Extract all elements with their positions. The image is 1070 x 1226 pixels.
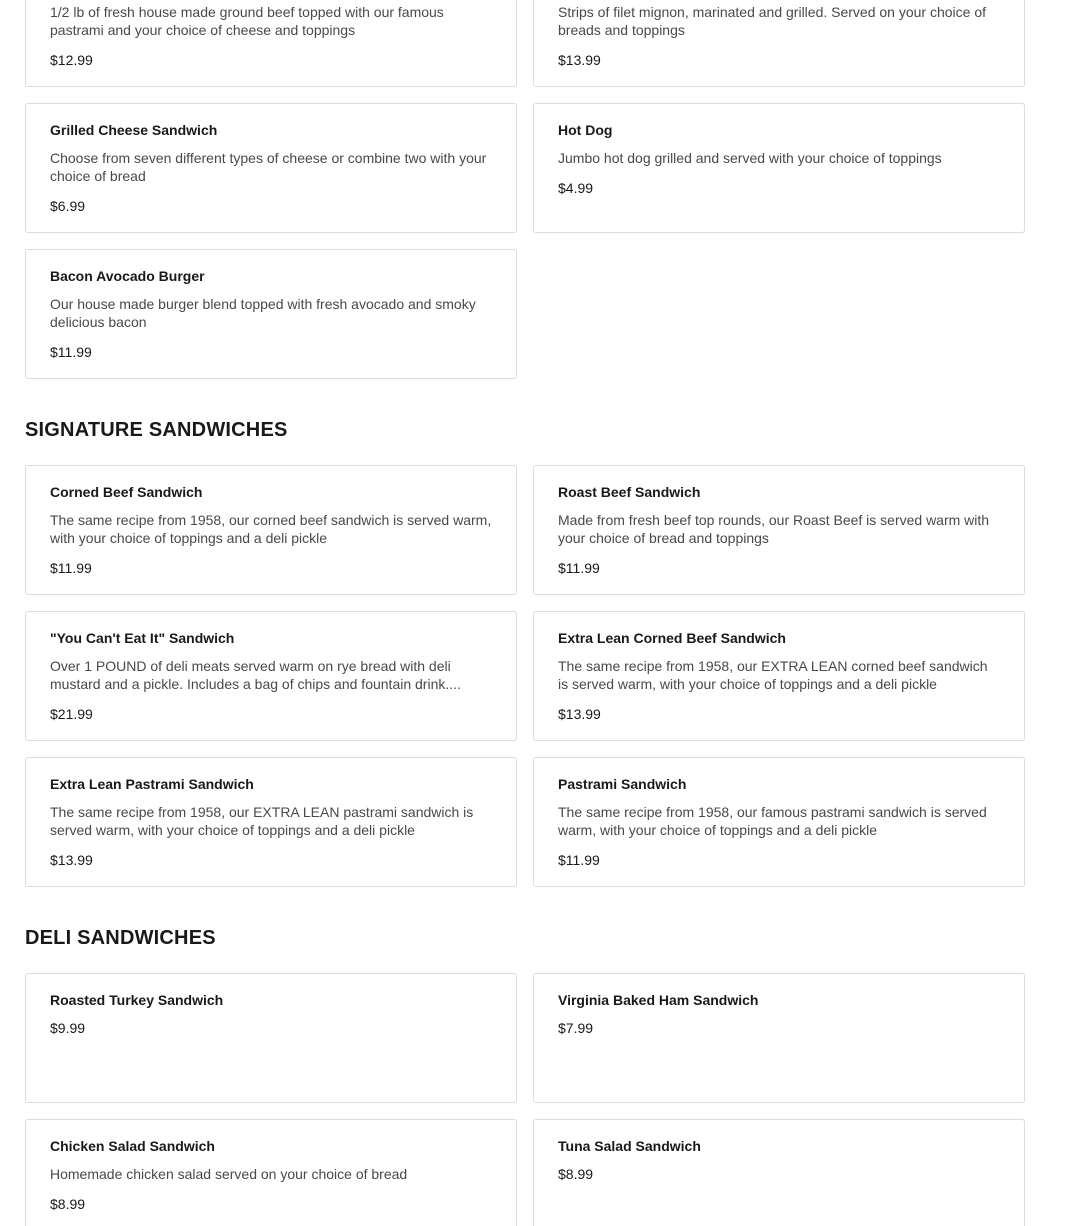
menu-item-name: Bacon Avocado Burger [50, 268, 205, 284]
menu-item-card[interactable] [25, 757, 517, 887]
menu-item-description: Jumbo hot dog grilled and served with your choice of toppings [558, 150, 942, 166]
menu-item-description: Made from fresh beef top rounds, our Roast Beef is served warm with your choice of bread and toppings [558, 512, 990, 546]
menu-item-name: Grilled Cheese Sandwich [50, 122, 218, 138]
menu-item-card[interactable] [25, 1119, 517, 1226]
menu-item-price: $9.99 [50, 1020, 86, 1036]
menu-item-description: The same recipe from 1958, our corned beef sandwich is served warm, with your choice of toppings and a deli pickle [50, 512, 492, 546]
menu-item-price: $6.99 [50, 198, 86, 214]
menu-item-card[interactable] [533, 1119, 1025, 1226]
menu-item-price: $4.99 [558, 180, 594, 196]
menu-item-description: 1/2 lb of fresh house made ground beef topped with our famous pastrami and your choice of cheese and toppings [50, 4, 444, 38]
menu-item-name: "You Can't Eat It" Sandwich [50, 630, 235, 646]
menu-item-card[interactable] [25, 611, 517, 741]
menu-item-description: Our house made burger blend topped with fresh avocado and smoky delicious bacon [50, 296, 476, 330]
menu-item-card[interactable] [533, 611, 1025, 741]
menu-item-price: $11.99 [558, 560, 600, 576]
menu-item-price: $11.99 [50, 344, 92, 360]
menu-item-description: Over 1 POUND of deli meats served warm on rye bread with deli mustard and a pickle. Includes a bag of chips and fountain drink.... [50, 658, 461, 692]
menu-item-name: Hot Dog [558, 122, 613, 138]
menu-item-name: Roasted Turkey Sandwich [50, 992, 224, 1008]
menu-item-card[interactable] [25, 465, 517, 595]
menu-item-card[interactable] [533, 0, 1025, 87]
menu-item-description: Choose from seven different types of cheese or combine two with your choice of bread [50, 150, 487, 184]
menu-item-name: Corned Beef Sandwich [50, 484, 203, 500]
menu-item-price: $11.99 [558, 852, 600, 868]
menu-item-name: Extra Lean Pastrami Sandwich [50, 776, 254, 792]
menu-item-price: $7.99 [558, 1020, 594, 1036]
menu-item-card[interactable] [533, 465, 1025, 595]
menu-item-description: The same recipe from 1958, our EXTRA LEAN pastrami sandwich is served warm, with your choice of toppings and a deli pickle [50, 804, 474, 838]
menu-item-price: $8.99 [558, 1166, 594, 1182]
menu-item-card[interactable] [533, 973, 1025, 1103]
menu-item-name: Tuna Salad Sandwich [558, 1138, 701, 1154]
menu-item-card[interactable] [533, 757, 1025, 887]
menu-grid [25, 465, 1025, 887]
menu-item-description: Homemade chicken salad served on your choice of bread [50, 1166, 408, 1182]
menu-item-price: $11.99 [50, 560, 92, 576]
menu-item-card[interactable] [25, 249, 517, 379]
signature-sandwiches-section [25, 418, 1025, 887]
menu-item-card[interactable] [533, 103, 1025, 233]
section-title: DELI SANDWICHES [25, 927, 216, 949]
menu-grid [25, 0, 1025, 379]
menu-item-name: Pastrami Sandwich [558, 776, 687, 792]
menu-item-name: Virginia Baked Ham Sandwich [558, 992, 759, 1008]
menu-item-price: $13.99 [50, 852, 93, 868]
section-title: SIGNATURE SANDWICHES [25, 419, 288, 441]
menu-item-name: Roast Beef Sandwich [558, 484, 701, 500]
menu-item-description: Strips of filet mignon, marinated and grilled. Served on your choice of breads and toppings [558, 4, 987, 38]
menu-item-description: The same recipe from 1958, our famous pastrami sandwich is served warm, with your choice of toppings and a deli pickle [558, 804, 987, 838]
menu-item-description: The same recipe from 1958, our EXTRA LEAN corned beef sandwich is served warm, with your choice of toppings and a deli pickle [558, 658, 988, 692]
menu-item-price: $12.99 [50, 52, 93, 68]
menu-item-name: Extra Lean Corned Beef Sandwich [558, 630, 786, 646]
menu-item-price: $21.99 [50, 706, 93, 722]
menu-item-card[interactable] [25, 103, 517, 233]
menu-item-card[interactable] [25, 0, 517, 87]
menu-item-price: $8.99 [50, 1196, 86, 1212]
menu-item-name: Chicken Salad Sandwich [50, 1138, 215, 1154]
menu-grid [25, 973, 1025, 1226]
menu-item-card[interactable] [25, 973, 517, 1103]
menu-item-price: $13.99 [558, 706, 601, 722]
burgers-section [25, 0, 1025, 379]
menu-item-price: $13.99 [558, 52, 601, 68]
deli-sandwiches-section [25, 926, 1025, 1226]
